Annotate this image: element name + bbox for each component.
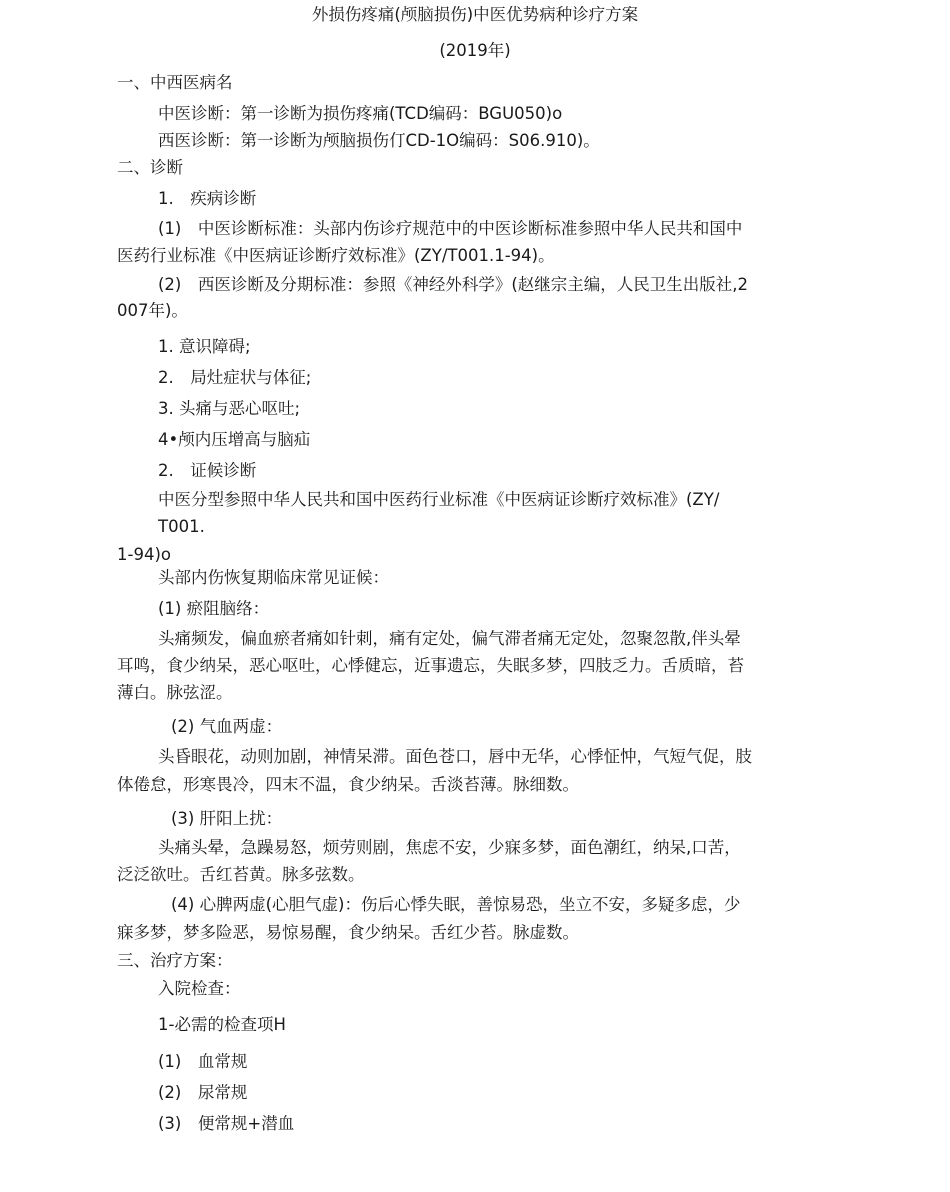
- subheading-disease-diagnosis: 1. 疾病诊断: [158, 189, 257, 208]
- syndrome-heading: (1) 瘀阻脑络：: [158, 599, 270, 618]
- list-item: (1) 血常规: [158, 1052, 248, 1071]
- paragraph-line: 头痛头晕，急躁易怒，烦劳则剧，焦虑不安，少寐多梦，面色潮红，纳呆,口苦，: [158, 838, 741, 857]
- paragraph-line: 头痛频发，偏血瘀者痛如针刺，痛有定处，偏气滞者痛无定处，忽聚忽散,伴头晕: [158, 629, 741, 648]
- paragraph-line: (1) 中医诊断标准：头部内伤诊疗规范中的中医诊断标准参照中华人民共和国中: [158, 219, 743, 238]
- syndrome-heading: (3) 肝阳上扰：: [171, 809, 283, 828]
- list-item: (3) 便常规+潜血: [158, 1114, 295, 1133]
- section-heading-diagnosis: 二、诊断: [117, 158, 183, 177]
- paragraph-line: T001.: [158, 517, 205, 536]
- paragraph-line: 头昏眼花，动则加剧，神情呆滞。面色苍口，唇中无华，心悸怔忡，气短气促，肢: [158, 747, 752, 766]
- paragraph-line: 007年)。: [117, 301, 188, 320]
- paragraph-line: 中医分型参照中华人民共和国中医药行业标准《中医病证诊断疗效标准》(ZY/: [158, 490, 720, 509]
- list-item: 3. 头痛与恶心呕吐;: [158, 399, 301, 418]
- paragraph-line: 入院检查：: [158, 979, 241, 998]
- paragraph-line: (2) 西医诊断及分期标准：参照《神经外科学》(赵继宗主编，人民卫生出版社,2: [158, 275, 749, 294]
- paragraph-line: 薄白。脉弦涩。: [117, 683, 233, 702]
- paragraph-line: 1-94)o: [117, 545, 171, 564]
- paragraph-line: 耳鸣，食少纳呆，恶心呕吐，心悸健忘，近事遗忘，失眠多梦，四肢乏力。舌质暗，苔: [117, 656, 744, 675]
- list-item: (2) 尿常规: [158, 1083, 248, 1102]
- doc-year: (2019年): [439, 41, 511, 60]
- section-heading-names: 一、中西医病名: [117, 73, 233, 92]
- paragraph-line: 医药行业标准《中医病证诊断疗效标准》(ZY/T001.1-94)。: [117, 246, 555, 265]
- subheading-syndrome-diagnosis: 2. 证候诊断: [158, 461, 257, 480]
- paragraph-line: 体倦怠，形寒畏冷，四末不温，食少纳呆。舌淡苔薄。脉细数。: [117, 775, 579, 794]
- section-heading-treatment: 三、治疗方案：: [117, 951, 233, 970]
- list-item: 1. 意识障碍;: [158, 337, 251, 356]
- wm-diagnosis-line: 西医诊断：第一诊断为颅脑损伤仃CD-1O编码：S06.910)。: [158, 131, 600, 150]
- list-item: 4•颅内压增高与脑疝: [158, 430, 311, 449]
- paragraph-line: 泛泛欲吐。舌红苔黄。脉多弦数。: [117, 865, 365, 884]
- paragraph-line: (4) 心脾两虚(心胆气虚)：伤后心悸失眠，善惊易恐，坐立不安，多疑多虑，少: [171, 895, 741, 914]
- paragraph-line: 寐多梦，梦多险恶，易惊易醒，食少纳呆。舌红少苔。脉虚数。: [117, 923, 579, 942]
- syndrome-heading: (2) 气血两虚：: [171, 717, 283, 736]
- doc-title: 外损伤疼痛(颅脑损伤)中医优势病种诊疗方案: [311, 5, 639, 24]
- list-item: 2. 局灶症状与体征;: [158, 368, 312, 387]
- tcm-diagnosis-line: 中医诊断：第一诊断为损伤疼痛(TCD编码：BGU050)o: [158, 104, 563, 123]
- list-heading: 1-必需的检查项H: [158, 1015, 286, 1034]
- paragraph-line: 头部内伤恢复期临床常见证候：: [158, 568, 389, 587]
